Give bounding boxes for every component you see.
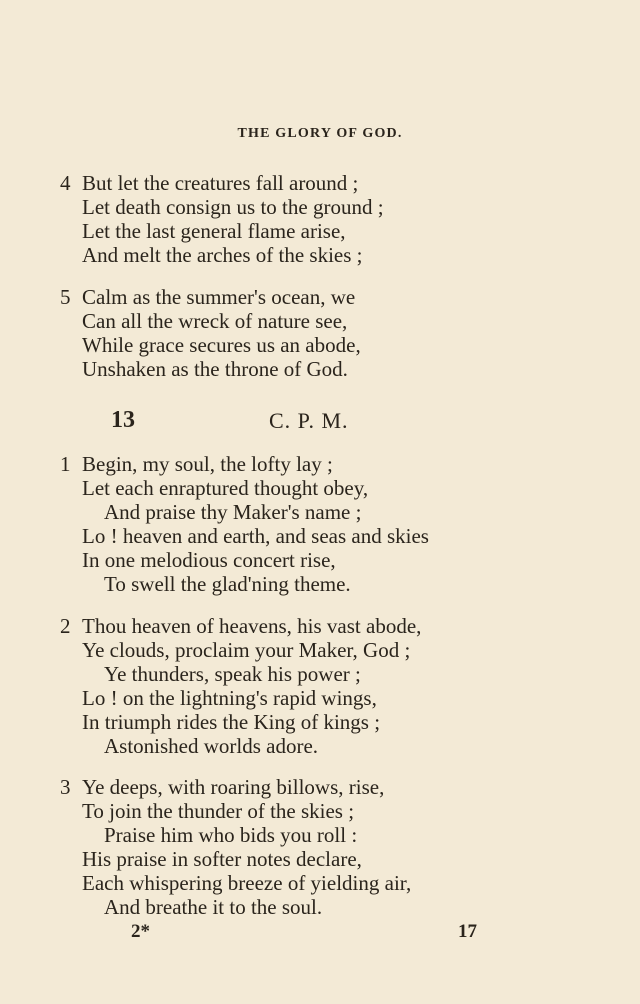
verse-line: His praise in softer notes declare, <box>82 847 362 871</box>
hymn-meter: C. P. M. <box>269 408 349 433</box>
verse-line: And melt the arches of the skies ; <box>82 243 363 267</box>
verse-line: While grace secures us an abode, <box>82 333 361 357</box>
stanza-number: 3 <box>60 775 71 799</box>
verse-line: Astonished worlds adore. <box>104 734 319 758</box>
verse-line: Ye thunders, speak his power ; <box>104 662 361 686</box>
verse-line: In one melodious concert rise, <box>82 548 336 572</box>
running-head: THE GLORY OF GOD. <box>237 126 403 141</box>
verse-line: Begin, my soul, the lofty lay ; <box>82 452 333 476</box>
verse-line: And praise thy Maker's name ; <box>104 500 362 524</box>
signature-mark: 2* <box>131 921 150 942</box>
verse-line: Let each enraptured thought obey, <box>82 476 369 500</box>
stanza-number: 2 <box>60 614 71 638</box>
verse-line: And breathe it to the soul. <box>104 895 323 919</box>
verse-line: To join the thunder of the skies ; <box>82 799 355 823</box>
verse-line: Let the last general flame arise, <box>82 219 346 243</box>
verse-line: Praise him who bids you roll : <box>104 823 358 847</box>
stanza-number: 4 <box>60 171 71 195</box>
verse-line: To swell the glad'ning theme. <box>104 572 351 596</box>
hymn-number: 13 <box>111 407 135 433</box>
verse-line: In triumph rides the King of kings ; <box>82 710 381 734</box>
verse-line: Thou heaven of heavens, his vast abode, <box>82 614 422 638</box>
verse-line: Ye deeps, with roaring billows, rise, <box>82 775 385 799</box>
verse-line: Unshaken as the throne of God. <box>82 357 348 381</box>
verse-line: Ye clouds, proclaim your Maker, God ; <box>82 638 411 662</box>
verse-line: Lo ! heaven and earth, and seas and skies <box>82 524 429 548</box>
verse-line: Can all the wreck of nature see, <box>82 309 348 333</box>
verse-line: Lo ! on the lightning's rapid wings, <box>82 686 377 710</box>
stanza-number: 5 <box>60 285 71 309</box>
stanza-number: 1 <box>60 452 71 476</box>
verse-line: But let the creatures fall around ; <box>82 171 359 195</box>
page-number: 17 <box>458 921 477 942</box>
verse-line: Calm as the summer's ocean, we <box>82 285 356 309</box>
verse-line: Let death consign us to the ground ; <box>82 195 384 219</box>
verse-line: Each whispering breeze of yielding air, <box>82 871 412 895</box>
